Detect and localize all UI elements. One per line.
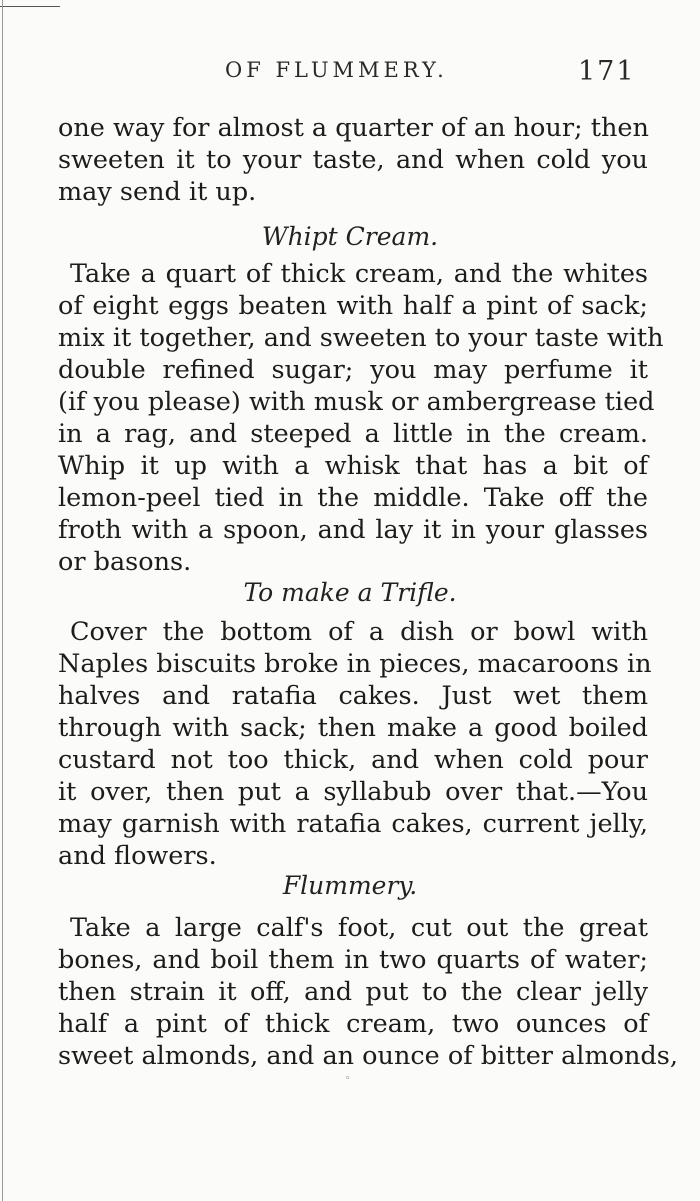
text-line: Naples biscuits broke in pieces, macaroons in (58, 649, 652, 679)
text-line: it over, then put a syllabub over that.—You (58, 777, 648, 807)
text-line: half a pint of thick cream, two ounces of (58, 1009, 648, 1039)
text-line: Take a quart of thick cream, and the whites (70, 259, 648, 289)
text-line: Take a large calf's foot, cut out the great (70, 913, 648, 943)
text-line: double refined sugar; you may perfume it (58, 355, 648, 385)
text-line: may send it up. (58, 177, 257, 207)
running-title: OF FLUMMERY. (225, 58, 448, 82)
text-line: and flowers. (58, 841, 217, 871)
section-heading: Whipt Cream. (261, 222, 439, 251)
text-line: custard not too thick, and when cold pour (58, 745, 648, 775)
text-line: through with sack; then make a good boiled (58, 713, 648, 743)
text-line: halves and ratafia cakes. Just wet them (58, 681, 648, 711)
text-line: mix it together, and sweeten to your taste with (58, 323, 664, 353)
text-line: froth with a spoon, and lay it in your glasses (58, 515, 648, 545)
text-line: lemon-peel tied in the middle. Take off the (58, 483, 648, 513)
text-line: may garnish with ratafia cakes, current jelly, (58, 809, 648, 839)
running-head (0, 52, 700, 92)
text-line: one way for almost a quarter of an hour; then (58, 113, 649, 143)
text-line: (if you please) with musk or ambergrease tied (58, 387, 655, 417)
section-heading: To make a Trifle. (243, 578, 457, 607)
text-line: or basons. (58, 547, 192, 577)
ink-dot: ◦ (345, 1074, 351, 1084)
text-line: Whip it up with a whisk that has a bit of (58, 451, 648, 481)
text-line: in a rag, and steeped a little in the cream. (58, 419, 648, 449)
page-edge-rule (0, 6, 60, 7)
text-line: then strain it off, and put to the clear jelly (58, 977, 648, 1007)
text-line: bones, and boil them in two quarts of water; (58, 945, 648, 975)
text-line: sweeten it to your taste, and when cold you (58, 145, 648, 175)
text-line: Cover the bottom of a dish or bowl with (70, 617, 648, 647)
text-line: sweet almonds, and an ounce of bitter almonds, (58, 1041, 678, 1071)
text-line: of eight eggs beaten with half a pint of sack; (58, 291, 648, 321)
section-heading: Flummery. (282, 871, 418, 900)
page-number: 171 (578, 56, 636, 87)
